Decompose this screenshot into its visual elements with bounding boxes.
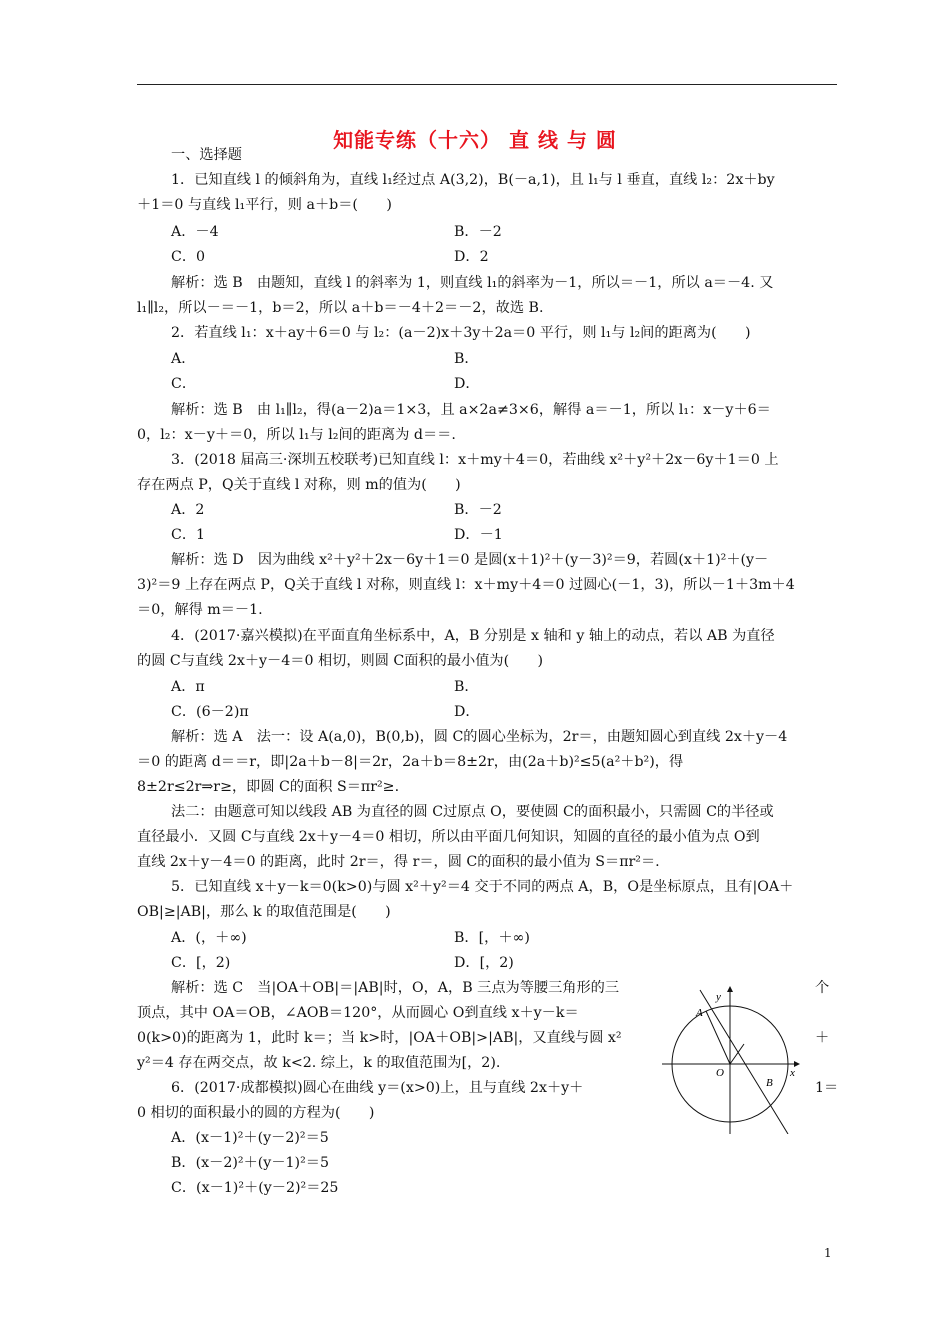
text-line: 的圆 C与直线 2x＋y－4＝0 相切，则圆 C面积的最小值为( ): [137, 653, 544, 669]
text-line: 解析：选 B 由 l₁∥l₂，得(a－2)a＝1×3，且 a×2a≠3×6，解得 a＝－1，所以 l₁：x－y＋6＝: [171, 402, 771, 418]
diagram-label-x: x: [790, 1067, 795, 1079]
text-line: 解析：选 D 因为曲线 x²＋y²＋2x－6y＋1＝0 是圆(x＋1)²＋(y－3)²＝9，若圆(x＋1)²＋(y－: [171, 552, 769, 568]
text-line: 法二：由题意可知以线段 AB 为直径的圆 C过原点 O，要使圆 C的面积最小，只需圆 C的半径或: [171, 804, 774, 820]
text-line: 直径最小．又圆 C与直线 2x＋y－4＝0 相切，所以由平面几何知识，知圆的直径的最小值为点 O到: [137, 829, 760, 845]
diagram-label-a: A: [696, 1007, 703, 1019]
text-line: D．－1: [454, 527, 503, 543]
text-line: 0 相切的面积最小的圆的方程为( ): [137, 1105, 375, 1121]
text-line: D．[，2): [454, 955, 514, 971]
diagram-label-y: y: [716, 991, 721, 1003]
text-line: 2．若直线 l₁：x＋ay＋6＝0 与 l₂：(a－2)x＋3y＋2a＝0 平行，则 l₁与 l₂间的距离为( ): [171, 325, 751, 341]
text-line: 6．(2017·成都模拟)圆心在曲线 y＝(x>0)上，且与直线 2x＋y＋: [171, 1080, 584, 1096]
text-line: C．(6－2)π: [171, 704, 249, 720]
text-line: 0，l₂：x－y＋＝0，所以 l₁与 l₂间的距离为 d＝＝.: [137, 427, 456, 443]
text-line: l₁∥l₂，所以－＝－1，b＝2，所以 a＋b＝－4＋2＝－2，故选 B.: [137, 300, 544, 316]
text-line: 1＝: [815, 1080, 839, 1096]
text-line: ＋1＝0 与直线 l₁平行，则 a＋b＝( ): [137, 197, 392, 213]
text-line: 3)²＝9 上存在两点 P，Q关于直线 l 对称，则直线 l：x＋my＋4＝0 过圆心(－1，3)，所以－1＋3m＋4: [137, 577, 795, 593]
page-number: 1: [824, 1246, 832, 1260]
diagram-line-k: [700, 990, 788, 1134]
text-line: C．0: [171, 249, 206, 265]
text-line: 直线 2x＋y－4＝0 的距离，此时 2r＝，得 r＝，圆 C的面积的最小值为 S＝πr²＝.: [137, 854, 660, 870]
diagram-x-arrow: [794, 1061, 800, 1067]
text-line: A．(x－1)²＋(y－2)²＝5: [171, 1130, 329, 1146]
top-rule: [137, 84, 837, 85]
text-line: C．1: [171, 527, 206, 543]
text-line: y²＝4 存在两交点，故 k<2. 综上，k 的取值范围为[，2).: [137, 1055, 501, 1071]
text-line: 一、选择题: [171, 147, 242, 163]
text-line: C．: [171, 376, 197, 392]
text-line: B．: [454, 351, 479, 367]
text-line: A．2: [171, 502, 205, 518]
text-line: 3．(2018 届高三·深圳五校联考)已知直线 l：x＋my＋4＝0，若曲线 x²＋y²＋2x－6y＋1＝0 上: [171, 452, 779, 468]
text-line: A．π: [171, 679, 205, 695]
circle-diagram: [662, 984, 802, 1134]
text-line: 存在两点 P，Q关于直线 l 对称，则 m的值为( ): [137, 477, 461, 493]
text-line: 0(k>0)的距离为 1，此时 k＝；当 k>时，|OA＋OB|>|AB|，又直线与圆 x²: [137, 1030, 622, 1046]
diagram-perpendicular: [730, 1044, 744, 1064]
text-line: B．[，＋∞): [454, 930, 530, 946]
diagram-label-o: O: [716, 1067, 724, 1079]
text-line: ＝0，解得 m＝－1.: [137, 602, 263, 618]
text-line: OB|≥|AB|，那么 k 的取值范围是( ): [137, 904, 391, 920]
text-line: D．: [454, 376, 480, 392]
text-line: B．－2: [454, 502, 502, 518]
text-line: ＝0 的距离 d＝＝r，即|2a＋b－8|＝2r，2a＋b＝8±2r，由(2a＋b)²≤5(a²＋b²)，得: [137, 754, 684, 770]
text-line: B．－2: [454, 224, 502, 240]
text-line: D．2: [454, 249, 489, 265]
text-line: 1．已知直线 l 的倾斜角为，直线 l₁经过点 A(3,2)，B(－a,1)，且 l₁与 l 垂直，直线 l₂：2x＋by: [171, 172, 775, 188]
text-line: 个: [815, 980, 830, 996]
diagram-label-b: B: [766, 1077, 773, 1089]
text-line: B．(x－2)²＋(y－1)²＝5: [171, 1155, 329, 1171]
text-line: 解析：选 C 当|OA＋OB|＝|AB|时，O，A，B 三点为等腰三角形的三: [171, 980, 620, 996]
text-line: C．[，2): [171, 955, 231, 971]
text-line: 顶点，其中 OA＝OB，∠AOB＝120°，从而圆心 O到直线 x＋y－k＝: [137, 1005, 579, 1021]
text-line: 解析：选 A 法一：设 A(a,0)，B(0,b)，圆 C的圆心坐标为，2r＝，由题知圆心到直线 2x＋y－4: [171, 729, 788, 745]
text-line: ＋: [815, 1030, 830, 1046]
diagram-y-arrow: [727, 986, 733, 992]
text-line: 解析：选 B 由题知，直线 l 的斜率为 1，则直线 l₁的斜率为－1，所以＝－1，所以 a＝－4. 又: [171, 275, 774, 291]
text-line: D．: [454, 704, 480, 720]
text-line: C．(x－1)²＋(y－2)²＝25: [171, 1180, 339, 1196]
text-line: B．: [454, 679, 479, 695]
text-line: A．: [171, 351, 196, 367]
text-line: 8±2r≤2r⇒r≥，即圆 C的面积 S＝πr²≥.: [137, 779, 400, 795]
text-line: A．－4: [171, 224, 219, 240]
page-title: 知能专练（十六） 直 线 与 圆: [333, 128, 617, 152]
text-line: A．(，＋∞): [171, 930, 247, 946]
text-line: 5．已知直线 x＋y－k＝0(k>0)与圆 x²＋y²＝4 交于不同的两点 A，B，O是坐标原点，且有|OA＋: [171, 879, 794, 895]
text-line: 4．(2017·嘉兴模拟)在平面直角坐标系中，A，B 分别是 x 轴和 y 轴上的动点，若以 AB 为直径: [171, 628, 775, 644]
